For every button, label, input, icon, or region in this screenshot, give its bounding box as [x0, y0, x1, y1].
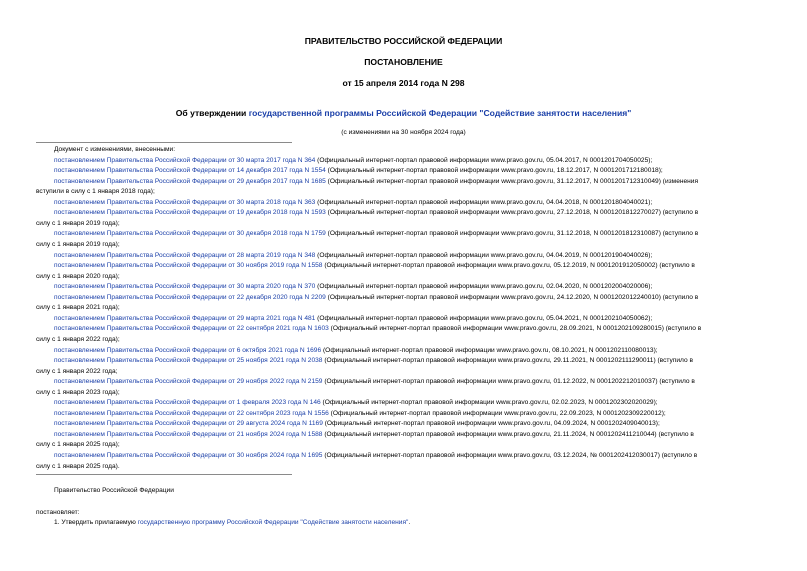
resolves-text: постановляет:	[36, 509, 80, 516]
amendment-item	[36, 430, 786, 440]
amendment-link[interactable]: постановлением Правительства Российской Федерации от 30 марта 2018 года N 363	[54, 198, 316, 206]
amendment-link[interactable]: постановлением Правительства Российской Федерации от 30 марта 2020 года N 370	[54, 283, 316, 291]
point-1-suffix: .	[408, 519, 411, 526]
amendment-source: (Официальный интернет-портал правовой информации www.pravo.gov.ru, 03.12.2024, № 0001202412030017) (вступило в	[322, 452, 698, 459]
amendment-item	[36, 251, 786, 261]
amendment-item	[36, 356, 786, 366]
amendment-source: (Официальный интернет-портал правовой информации www.pravo.gov.ru, 31.12.2018, N 0001201812310087) (вступило в	[325, 230, 699, 238]
amendment-source: (Официальный интернет-портал правовой информации www.pravo.gov.ru, 02.02.2023, N 0001202302020029);	[320, 399, 658, 407]
amendment-continuation: силу с 1 января 2023 года);	[36, 388, 120, 396]
amendment-source: (Официальный интернет-портал правовой информации www.pravo.gov.ru, 22.09.2023, N 0001202309220012);	[328, 409, 666, 417]
amendment-source: (Официальный интернет-портал правовой информации www.pravo.gov.ru, 31.12.2017, N 0001201712310049) (изменения	[325, 177, 699, 185]
amendment-source: (Официальный интернет-портал правовой информации www.pravo.gov.ru, 21.11.2024, N 0001202411210044) (вступило в	[322, 430, 694, 438]
amendment-continuation: силу с 1 января 2019 года);	[36, 219, 120, 227]
amendment-continuation: силу с 1 января 2025 года);	[36, 441, 120, 449]
amendment-continuation: силу с 1 января 2019 года);	[36, 241, 120, 248]
amendment-link[interactable]: постановлением Правительства Российской Федерации от 30 ноября 2019 года N 1558	[54, 262, 323, 270]
amendment-source: (Официальный интернет-портал правовой информации www.pravo.gov.ru, 05.04.2017, N 0001201704050025);	[315, 156, 653, 164]
amendment-continuation: вступили в силу с 1 января 2018 года);	[36, 188, 155, 196]
amendment-source: (Официальный интернет-портал правовой информации www.pravo.gov.ru, 01.12.2022, N 0001202212010037) (вступило в	[322, 378, 695, 386]
amendment-item	[36, 282, 786, 292]
amendment-item	[36, 409, 786, 419]
point-1-program-link[interactable]: государственную программу Российской Федерации "Содействие занятости населения"	[137, 519, 409, 526]
amendment-source: (Официальный интернет-портал правовой информации www.pravo.gov.ru, 04.04.2019, N 0001201904040026);	[315, 251, 653, 259]
amendment-link[interactable]: постановлением Правительства Российской Федерации от 25 ноября 2021 года N 2038	[54, 357, 323, 364]
amendment-item	[36, 419, 786, 429]
amendment-continuation: силу с 1 января 2021 года);	[36, 304, 120, 312]
amendment-link[interactable]: постановлением Правительства Российской Федерации от 30 ноября 2024 года N 1695	[54, 452, 323, 459]
amendment-item	[36, 314, 786, 324]
amendment-item	[36, 377, 786, 387]
amendment-source: (Официальный интернет-портал правовой информации www.pravo.gov.ru, 28.09.2021, N 0001202109280015) (вступило в	[328, 325, 702, 333]
doc-type-heading: ПОСТАНОВЛЕНИЕ	[364, 57, 443, 67]
changes-intro: Документ с изменениями, внесенными:	[54, 146, 176, 153]
date-number-heading: от 15 апреля 2014 года N 298	[342, 78, 465, 88]
amendment-item	[36, 293, 786, 303]
amendment-item	[36, 177, 786, 187]
amendment-item	[36, 198, 786, 208]
point-1-prefix: 1. Утвердить прилагаемую	[54, 519, 138, 526]
amendment-link[interactable]: постановлением Правительства Российской Федерации от 29 ноября 2022 года N 2159	[54, 378, 323, 386]
amendment-continuation: силу с 1 января 2020 года);	[36, 272, 120, 280]
amendment-link[interactable]: постановлением Правительства Российской Федерации от 30 марта 2017 года N 364	[54, 156, 316, 164]
amendment-source: (Официальный интернет-портал правовой информации www.pravo.gov.ru, 04.04.2018, N 0001201804040021);	[315, 198, 653, 206]
amendment-item	[36, 451, 786, 461]
amendment-link[interactable]: постановлением Правительства Российской Федерации от 30 декабря 2018 года N 1759	[54, 230, 326, 238]
program-link[interactable]: государственной программы Российской Федерации "Содействие занятости населения"	[248, 108, 632, 118]
revision-note: (с изменениями на 30 ноября 2024 года)	[341, 129, 466, 136]
amendment-link[interactable]: постановлением Правительства Российской Федерации от 22 сентября 2023 года N 1556	[54, 409, 329, 417]
amendment-link[interactable]: постановлением Правительства Российской Федерации от 28 марта 2019 года N 348	[54, 251, 316, 259]
amendment-continuation: силу с 1 января 2022 года;	[36, 367, 118, 375]
amendment-source: (Официальный интернет-портал правовой информации www.pravo.gov.ru, 05.12.2019, N 0001201912050002) (вступило в	[322, 262, 695, 270]
amendment-link[interactable]: постановлением Правительства Российской Федерации от 6 октября 2021 года N 1696	[54, 346, 322, 354]
amendment-source: (Официальный интернет-портал правовой информации www.pravo.gov.ru, 29.11.2021, N 0001202111290011) (вступило в	[322, 357, 693, 364]
amendment-link[interactable]: постановлением Правительства Российской Федерации от 22 декабря 2020 года N 2209	[54, 293, 326, 301]
amendment-item	[36, 346, 786, 356]
amendment-item	[36, 156, 786, 166]
amendment-source: (Официальный интернет-портал правовой информации www.pravo.gov.ru, 04.09.2024, N 0001202409040013);	[322, 420, 660, 428]
top-divider	[36, 142, 292, 143]
amendment-source: (Официальный интернет-портал правовой информации www.pravo.gov.ru, 08.10.2021, N 0001202110080013);	[321, 346, 658, 354]
amendment-source: (Официальный интернет-портал правовой информации www.pravo.gov.ru, 24.12.2020, N 0001202012240010) (вступило в	[325, 293, 699, 301]
amendment-link[interactable]: постановлением Правительства Российской Федерации от 29 декабря 2017 года N 1685	[54, 177, 326, 185]
amendment-link[interactable]: постановлением Правительства Российской Федерации от 29 марта 2021 года N 481	[54, 314, 316, 322]
amendment-link[interactable]: постановлением Правительства Российской Федерации от 14 декабря 2017 года N 1554	[54, 167, 326, 175]
amendment-item	[36, 261, 786, 271]
amendment-link[interactable]: постановлением Правительства Российской Федерации от 1 февраля 2023 года N 146	[54, 399, 321, 407]
amendment-item	[36, 229, 786, 239]
amendment-source: (Официальный интернет-портал правовой информации www.pravo.gov.ru, 18.12.2017, N 0001201712180018);	[325, 167, 663, 175]
amendment-item	[36, 208, 786, 218]
bottom-divider	[36, 474, 292, 475]
amendment-link[interactable]: постановлением Правительства Российской Федерации от 19 декабря 2018 года N 1593	[54, 209, 326, 217]
amendment-link[interactable]: постановлением Правительства Российской Федерации от 22 сентября 2021 года N 1603	[54, 325, 329, 333]
amendment-item	[36, 324, 786, 334]
issuer-text: Правительство Российской Федерации	[54, 487, 174, 494]
government-heading: ПРАВИТЕЛЬСТВО РОССИЙСКОЙ ФЕДЕРАЦИИ	[304, 36, 503, 46]
amendment-continuation: силу с 1 января 2022 года);	[36, 335, 120, 343]
amendment-item	[36, 166, 786, 176]
document-title	[0, 108, 807, 118]
amendment-link[interactable]: постановлением Правительства Российской Федерации от 29 августа 2024 года N 1169	[54, 420, 323, 428]
title-prefix: Об утверждении	[175, 108, 249, 118]
amendment-source: (Официальный интернет-портал правовой информации www.pravo.gov.ru, 05.04.2021, N 0001202104050062);	[315, 314, 653, 322]
point-1	[54, 519, 410, 526]
amendment-item	[36, 398, 786, 408]
amendment-link[interactable]: постановлением Правительства Российской Федерации от 21 ноября 2024 года N 1588	[54, 430, 323, 438]
amendment-source: (Официальный интернет-портал правовой информации www.pravo.gov.ru, 27.12.2018, N 0001201812270027) (вступило в	[325, 209, 699, 217]
amendment-source: (Официальный интернет-портал правовой информации www.pravo.gov.ru, 02.04.2020, N 0001202004020006);	[315, 283, 653, 291]
amendment-continuation: силу с 1 января 2025 года).	[36, 462, 120, 470]
